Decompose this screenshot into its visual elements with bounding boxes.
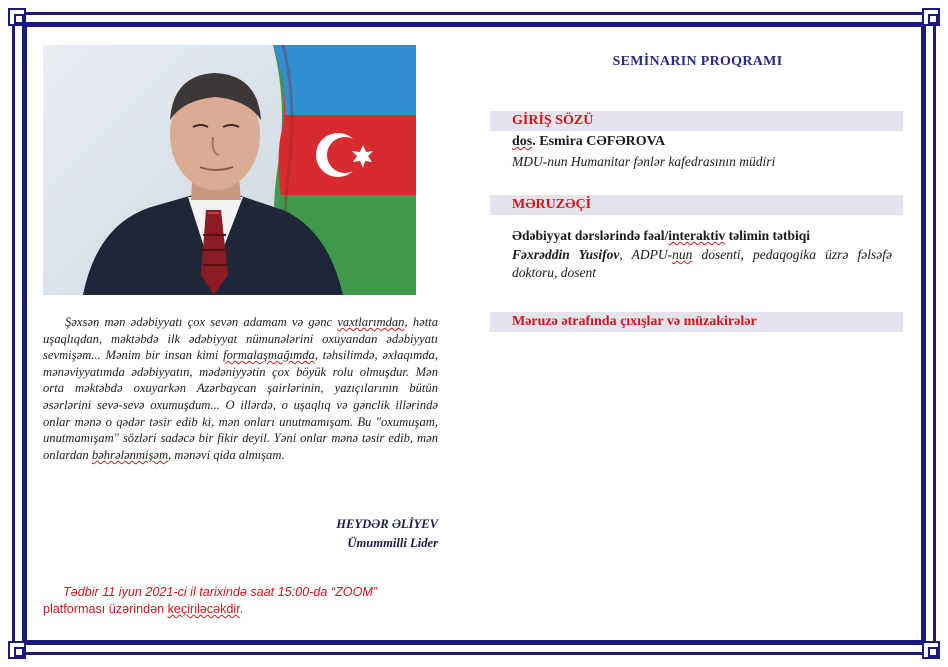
intro-header: GİRİŞ SÖZÜ (490, 111, 903, 131)
corner-ornament-icon (922, 641, 940, 659)
intro-speaker: dos. Esmira CƏFƏROVA (512, 134, 666, 149)
corner-ornament-icon (8, 8, 26, 26)
portrait-illustration (43, 45, 416, 295)
portrait-photo (43, 45, 416, 295)
report-title: Ədəbiyyat dərslərində fəal/interaktiv təlimin tətbiqi (512, 228, 810, 243)
corner-ornament-icon (922, 8, 940, 26)
quote-text: Şəxsən mən ədəbiyyatı çox sevən adamam və gənc vaxtlarımdan, hətta uşaqlıqdan, məktəbdə ilk ədəbiyyat nümunələrini oxuyandan ədəbiyyatı sevmişəm... Mənim bir insan kimi formalaşmağımda, təhsilimdə, əxlaqımda, mənəviyyatımda ədəbiyyatın, mədəniyyətin çox böyük rolu olmuşdur. Mən orta məktəbdə oxuyarkən Azərbaycan şairlərinin, yazıçılarının bütün əsərlərini sevə-sevə oxumuşdum... O illərdə, o uşaqlıq və gənclik illərində onlar mənə o qədər təsir edib ki, mən onları unutmamışam. Bu "oxumuşam, unutmamışam" sözləri sadəcə bir fikir deyil. Yəni onlar mənə təsir edib, mən onlardan bəhrələnmişəm, mənəvi qida almışam. (43, 315, 439, 462)
signature-name: HEYDƏR ƏLİYEV (336, 517, 438, 531)
event-info: Tədbir 11 iyun 2021-ci il tarixində saat 15:00-da “ZOOM” platforması üzərindən keçiriləcəkdir. (43, 585, 378, 616)
signature (336, 515, 438, 553)
corner-ornament-icon (8, 641, 26, 659)
speaker-header: MƏRUZƏÇİ (490, 195, 903, 215)
report-author: Fəxrəddin Yusifov, ADPU-nun dosenti, pedaqogika üzrə fəlsəfə doktoru, dosent (512, 247, 893, 280)
signature-title: Ümummilli Lider (347, 536, 438, 550)
intro-speaker-role: MDU-nun Humanitar fənlər kafedrasının müdiri (512, 154, 776, 169)
discussion-header: Məruzə ətrafında çıxışlar və müzakirələr (490, 312, 903, 332)
program-title: SEMİNARIN PROQRAMI (612, 54, 783, 69)
